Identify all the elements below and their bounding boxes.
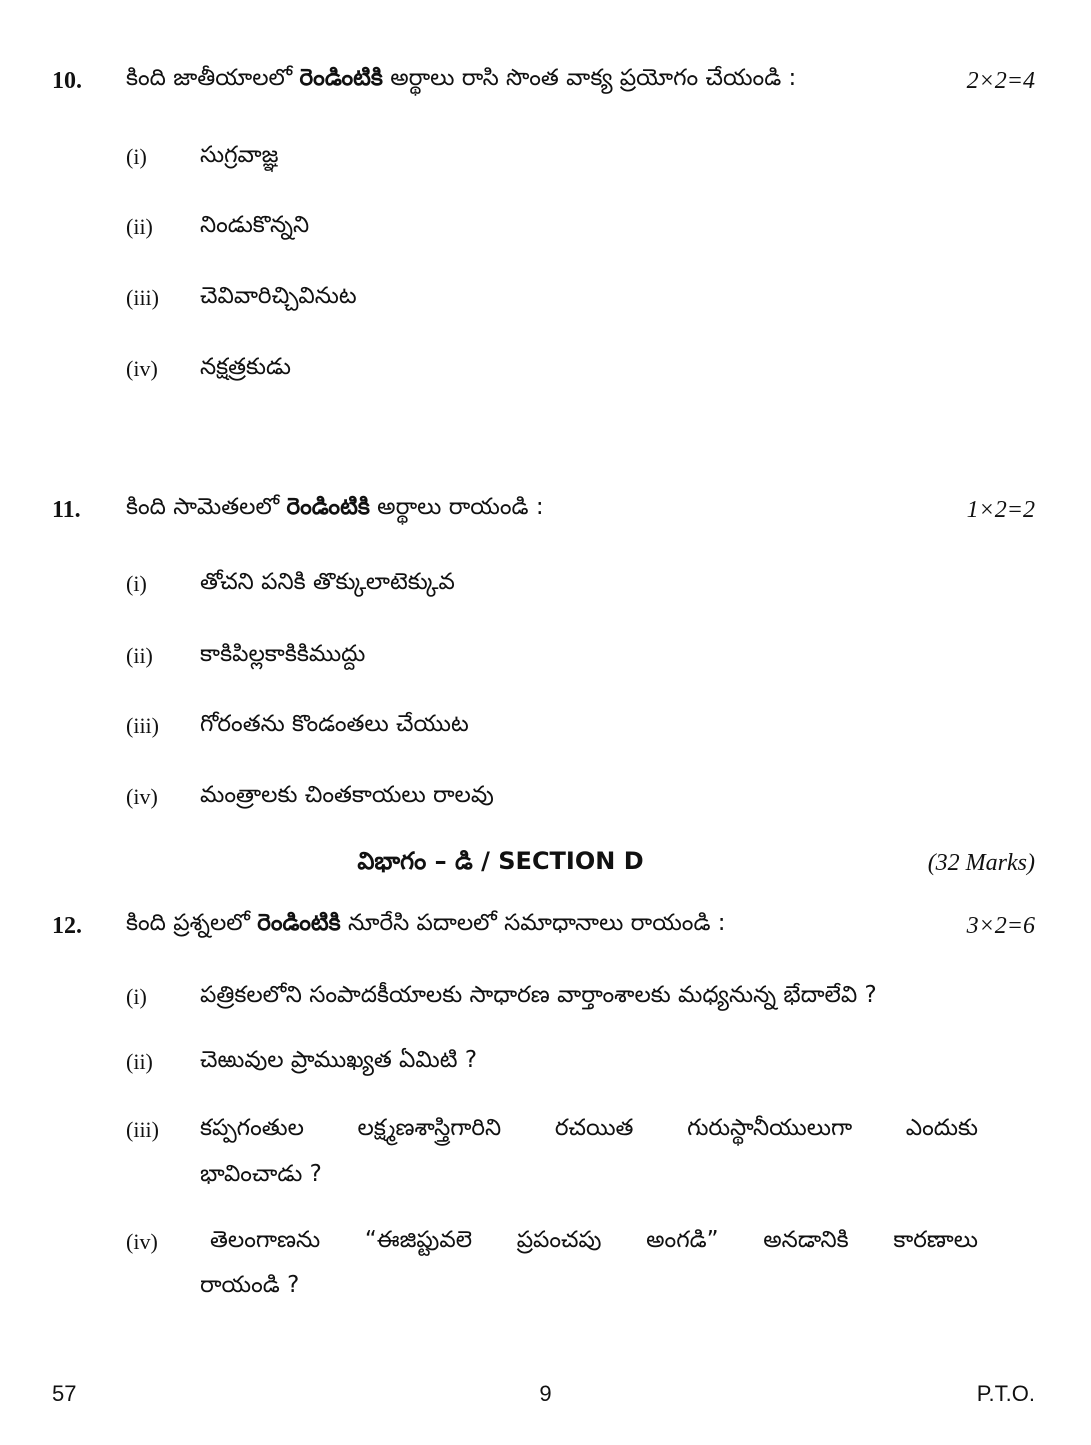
word: ఎందుకు xyxy=(905,1115,978,1141)
item-label: (i) xyxy=(126,984,147,1009)
list-item: గోరంతను కొండంతలు చేయుట xyxy=(200,711,469,737)
question-prompt xyxy=(126,65,796,97)
item-label: (iv) xyxy=(126,784,158,809)
word: కారణాలు xyxy=(893,1227,978,1253)
prompt-text: నూరేసి పదాలలో సమాధానాలు రాయండి : xyxy=(340,910,726,936)
page-number: 9 xyxy=(539,1381,552,1406)
item-label: (iii) xyxy=(126,285,159,310)
prompt-text: కింది సామెతలలో xyxy=(126,494,287,520)
item-label: (ii) xyxy=(126,1049,153,1074)
word: తెలంగాణను xyxy=(210,1227,321,1253)
prompt-emphasis: రెండింటికి xyxy=(299,65,383,91)
item-label: (iv) xyxy=(126,1229,158,1254)
item-label: (iii) xyxy=(126,1117,159,1142)
item-label: (iv) xyxy=(126,356,158,381)
item-label: (i) xyxy=(126,571,147,596)
prompt-text: అర్థాలు రాయండి : xyxy=(369,494,544,520)
paper-code: 57 xyxy=(52,1381,77,1406)
marks-allocation: 1×2=2 xyxy=(966,497,1035,523)
word: గురుస్థానీయులుగా xyxy=(687,1115,853,1141)
marks-allocation: 2×2=4 xyxy=(966,68,1035,94)
item-label: (ii) xyxy=(126,214,153,239)
list-item: కాకిపిల్లకాకికిముద్దు xyxy=(200,641,366,667)
list-item-continuation: రాయండి ? xyxy=(200,1272,300,1298)
list-item: చెఱువుల ప్రాముఖ్యత ఏమిటి ? xyxy=(200,1047,478,1073)
prompt-text: కింది జాతీయాలలో xyxy=(126,65,300,91)
list-item: నిండుకొన్నని xyxy=(200,212,310,238)
word: “ఈజిప్టువలె xyxy=(364,1227,473,1253)
question-number: 10. xyxy=(52,68,82,94)
question-number: 12. xyxy=(52,913,82,939)
word: కప్పగంతుల xyxy=(200,1115,304,1141)
word: అనడానికి xyxy=(763,1227,849,1253)
question-prompt xyxy=(126,910,726,942)
list-item: చెవివారిచ్చివినుట xyxy=(200,283,357,309)
prompt-emphasis: రెండింటికి xyxy=(286,494,370,520)
word: అంగడి” xyxy=(646,1227,719,1253)
list-item-line xyxy=(210,1227,978,1259)
section-marks: (32 Marks) xyxy=(927,850,1035,876)
prompt-emphasis: రెండింటికి xyxy=(257,910,341,936)
word: రచయిత xyxy=(554,1115,634,1141)
marks-allocation: 3×2=6 xyxy=(966,913,1035,939)
word: ప్రపంచపు xyxy=(516,1227,602,1253)
list-item: మంత్రాలకు చింతకాయలు రాలవు xyxy=(200,782,494,808)
question-number: 11. xyxy=(52,497,81,523)
item-label: (i) xyxy=(126,144,147,169)
list-item: నక్షత్రకుడు xyxy=(200,354,291,380)
item-label: (ii) xyxy=(126,643,153,668)
list-item: తోచని పనికి తొక్కులాటెక్కువ xyxy=(200,569,455,595)
list-item-continuation: భావించాడు ? xyxy=(200,1161,322,1187)
section-heading: విభాగం – డి / SECTION D xyxy=(357,847,644,875)
list-item: పత్రికలలోని సంపాదకీయాలకు సాధారణ వార్తాంశాలకు మధ్యనున్న భేదాలేవి ? xyxy=(200,982,877,1008)
list-item-line xyxy=(200,1115,978,1147)
pto-marker: P.T.O. xyxy=(976,1381,1035,1406)
word: లక్ష్మణశాస్త్రిగారిని xyxy=(357,1115,502,1141)
list-item: సుగ్రవాజ్ఞ xyxy=(200,142,279,168)
prompt-text: అర్థాలు రాసి సొంత వాక్య ప్రయోగం చేయండి : xyxy=(382,65,797,91)
prompt-text: కింది ప్రశ్నలలో xyxy=(126,910,258,936)
item-label: (iii) xyxy=(126,713,159,738)
question-prompt xyxy=(126,494,544,526)
